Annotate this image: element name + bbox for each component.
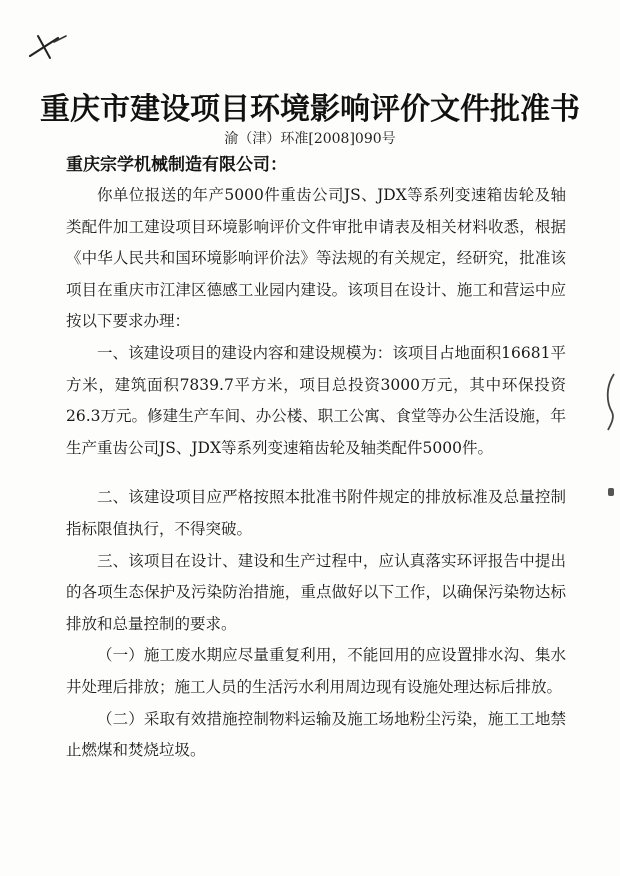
document-body [66,180,566,767]
paragraph-item-1: 一、该建设项目的建设内容和建设规模为：该项目占地面积16681平方米，建筑面积7839.7平方米，项目总投资3000万元，其中环保投资26.3万元。修建生产车间、办公楼、职工公寓、食堂等办公生活设施，年生产重齿公司JS、JDX等系列变速箱齿轮及轴类配件5000件。 [66,343,566,457]
paragraph-subitem-1: （一）施工废水期应尽量重复利用，不能回用的应设置排水沟、集水井处理后排放；施工人员的生活污水利用周边现有设施处理达标后排放。 [66,646,566,696]
document-title: 重庆市建设项目环境影响评价文件批准书 [40,92,580,127]
document-number: 渝（津）环准[2008]090号 [224,131,396,147]
recipient: 重庆宗学机械制造有限公司： [66,155,287,175]
paragraph-subitem-2: （二）采取有效措施控制物料运输及施工场地粉尘污染，施工工地禁止燃煤和焚烧垃圾。 [66,709,566,760]
paragraph-intro: 你单位报送的年产5000件重齿公司JS、JDX等系列变速箱齿轮及轴类配件加工建设项目环境影响评价文件审批申请表及相关材料收悉，根据《中华人民共和国环境影响评价法》等法规的有关规定，经研究，批准该项目在重庆市江津区德感工业园内建设。该项目在设计、施工和营运中应按以下要求办理： [66,186,566,331]
handwritten-mark [28,32,68,60]
paragraph-item-3: 三、该项目在设计、建设和生产过程中，应认真落实环评报告中提出的各项生态保护及污染防治措施，重点做好以下工作，以确保污染物达标排放和总量控制的要求。 [66,551,566,633]
paragraph-item-2: 二、该建设项目应严格按照本批准书附件规定的排放标准及总量控制指标限值执行，不得突破。 [66,488,566,538]
scan-edge-dot [608,488,614,496]
scan-edge-mark [602,372,618,432]
